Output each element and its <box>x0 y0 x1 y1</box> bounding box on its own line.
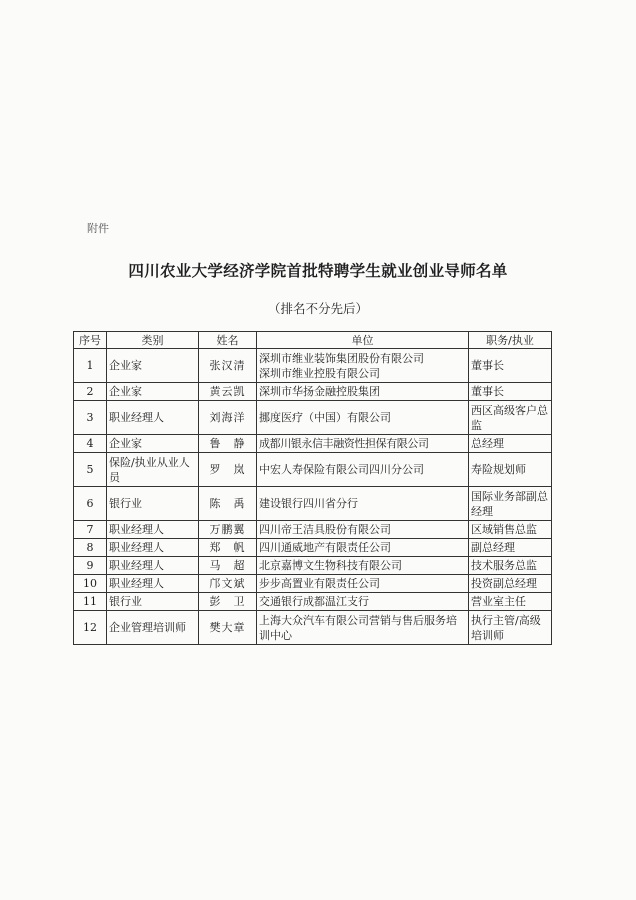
header-name: 姓名 <box>199 332 257 349</box>
cell-unit: 北京嘉博文生物科技有限公司 <box>257 557 469 575</box>
cell-position: 执行主管/高级培训师 <box>469 611 552 645</box>
cell-name: 万鹏翼 <box>199 521 257 539</box>
cell-category: 职业经理人 <box>107 539 199 557</box>
header-category: 类别 <box>107 332 199 349</box>
cell-unit: 成都川银永信丰融资性担保有限公司 <box>257 435 469 453</box>
header-no: 序号 <box>74 332 107 349</box>
cell-name: 鲁 静 <box>199 435 257 453</box>
cell-no: 9 <box>74 557 107 575</box>
cell-name: 郑 帆 <box>199 539 257 557</box>
cell-category: 保险/执业从业人员 <box>107 453 199 487</box>
table-row <box>74 453 552 487</box>
cell-position: 董事长 <box>469 349 552 383</box>
cell-category: 企业家 <box>107 435 199 453</box>
cell-unit: 交通银行成都温江支行 <box>257 593 469 611</box>
cell-category: 银行业 <box>107 593 199 611</box>
cell-category: 职业经理人 <box>107 521 199 539</box>
header-position: 职务/执业 <box>469 332 552 349</box>
cell-name: 彭 卫 <box>199 593 257 611</box>
cell-name: 张汉清 <box>199 349 257 383</box>
cell-unit: 四川帝王洁具股份有限公司 <box>257 521 469 539</box>
table-row <box>74 539 552 557</box>
cell-position: 区域销售总监 <box>469 521 552 539</box>
cell-name: 樊大章 <box>199 611 257 645</box>
cell-no: 5 <box>74 453 107 487</box>
cell-category: 银行业 <box>107 487 199 521</box>
cell-no: 2 <box>74 383 107 401</box>
cell-name: 罗 岚 <box>199 453 257 487</box>
cell-position: 副总经理 <box>469 539 552 557</box>
table-header-row <box>74 332 552 349</box>
cell-no: 6 <box>74 487 107 521</box>
table-row <box>74 349 552 383</box>
table-row <box>74 401 552 435</box>
cell-no: 3 <box>74 401 107 435</box>
cell-name: 邝文斌 <box>199 575 257 593</box>
cell-category: 企业管理培训师 <box>107 611 199 645</box>
document-subtitle: （排名不分先后） <box>267 301 368 316</box>
cell-unit: 建设银行四川省分行 <box>257 487 469 521</box>
cell-no: 12 <box>74 611 107 645</box>
cell-no: 7 <box>74 521 107 539</box>
table-row <box>74 557 552 575</box>
cell-no: 11 <box>74 593 107 611</box>
cell-unit: 步步高置业有限责任公司 <box>257 575 469 593</box>
cell-position: 寿险规划师 <box>469 453 552 487</box>
cell-category: 职业经理人 <box>107 575 199 593</box>
cell-no: 8 <box>74 539 107 557</box>
cell-no: 10 <box>74 575 107 593</box>
cell-unit: 中宏人寿保险有限公司四川分公司 <box>257 453 469 487</box>
cell-position: 投资副总经理 <box>469 575 552 593</box>
table-row <box>74 521 552 539</box>
header-unit: 单位 <box>257 332 469 349</box>
table-row <box>74 611 552 645</box>
cell-name: 黄云凯 <box>199 383 257 401</box>
cell-name: 刘海洋 <box>199 401 257 435</box>
table-row <box>74 593 552 611</box>
cell-no: 4 <box>74 435 107 453</box>
cell-category: 职业经理人 <box>107 557 199 575</box>
cell-category: 职业经理人 <box>107 401 199 435</box>
mentor-table <box>73 331 552 645</box>
attachment-label: 附件 <box>87 222 109 235</box>
cell-unit: 深圳市华扬金融控股集团 <box>257 383 469 401</box>
cell-name: 陈 禹 <box>199 487 257 521</box>
cell-category: 企业家 <box>107 349 199 383</box>
cell-category: 企业家 <box>107 383 199 401</box>
cell-name: 马 超 <box>199 557 257 575</box>
cell-unit: 深圳市维业装饰集团股份有限公司 深圳市维业控股有限公司 <box>257 349 469 383</box>
cell-position: 营业室主任 <box>469 593 552 611</box>
cell-position: 技术服务总监 <box>469 557 552 575</box>
table-row <box>74 435 552 453</box>
cell-position: 西区高级客户总监 <box>469 401 552 435</box>
cell-position: 董事长 <box>469 383 552 401</box>
cell-unit: 上海大众汽车有限公司营销与售后服务培训中心 <box>257 611 469 645</box>
cell-no: 1 <box>74 349 107 383</box>
cell-position: 总经理 <box>469 435 552 453</box>
table-row <box>74 575 552 593</box>
cell-unit: 挪度医疗（中国）有限公司 <box>257 401 469 435</box>
table-row <box>74 487 552 521</box>
cell-unit: 四川通威地产有限责任公司 <box>257 539 469 557</box>
cell-position: 国际业务部副总经理 <box>469 487 552 521</box>
document-title: 四川农业大学经济学院首批特聘学生就业创业导师名单 <box>128 262 508 280</box>
table-row <box>74 383 552 401</box>
